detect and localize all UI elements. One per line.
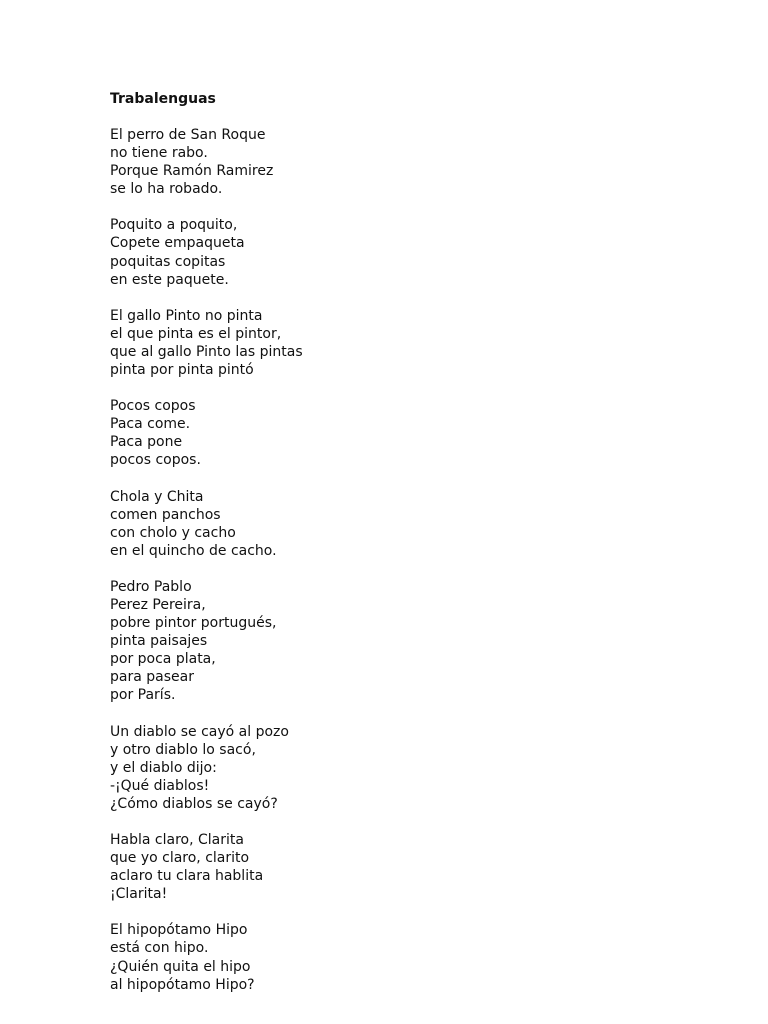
tongue-twister-stanza [110,723,710,813]
document-title: Trabalenguas [110,91,216,107]
stanza-line: poquitas copitas [110,253,226,270]
stanza-line: comen panchos [110,506,221,523]
stanza-line: Porque Ramón Ramirez [110,163,274,180]
stanza-line: Habla claro, Clarita [110,832,244,848]
stanza-line: y otro diablo lo sacó, [110,741,256,758]
stanza-line: en este paquete. [110,271,229,288]
tongue-twister-stanza [110,921,710,993]
stanza-line: ¿Cómo diablos se cayó? [110,795,278,812]
stanza-line: por poca plata, [110,651,216,668]
tongue-twister-stanza [110,578,710,705]
tongue-twister-stanza [110,307,710,379]
stanza-line: Pocos copos [110,398,196,415]
stanza-line: Poquito a poquito, [110,217,238,234]
stanza-line: está con hipo. [110,940,209,957]
stanza-line: pobre pintor portugués, [110,615,277,632]
document-content [110,89,710,1012]
tongue-twister-stanza [110,397,710,469]
stanza-line: que al gallo Pinto las pintas [110,343,303,360]
stanza-line: El hipopótamo Hipo [110,922,248,939]
stanza-line: y el diablo dijo: [110,759,217,776]
stanza-line: al hipopótamo Hipo? [110,976,255,993]
stanza-line: no tiene rabo. [110,145,208,162]
stanza-line: Chola y Chita [110,488,204,505]
stanza-line: con cholo y cacho [110,524,236,541]
tongue-twister-stanza [110,831,710,903]
stanza-line: Paca pone [110,434,183,451]
stanza-line: pinta paisajes [110,633,208,650]
stanza-line: Perez Pereira, [110,596,206,613]
stanza-line: ¿Quién quita el hipo [110,958,251,975]
stanza-line: se lo ha robado. [110,181,223,198]
stanza-line: Paca come. [110,416,191,433]
stanza-line: el que pinta es el pintor, [110,325,282,342]
stanza-line: Un diablo se cayó al pozo [110,723,289,740]
stanza-line: Copete empaqueta [110,235,245,252]
stanza-line: para pasear [110,669,194,686]
stanza-line: pinta por pinta pintó [110,362,254,379]
stanza-line: aclaro tu clara hablita [110,868,264,885]
stanza-line: pocos copos. [110,452,201,469]
stanza-line: ¡Clarita! [110,886,168,903]
stanza-line: El perro de San Roque [110,127,266,143]
stanza-line: por París. [110,687,176,704]
tongue-twister-stanza [110,126,710,198]
poem-list [110,126,710,994]
stanza-line: El gallo Pinto no pinta [110,307,263,324]
stanza-line: -¡Qué diablos! [110,777,210,794]
stanza-line: que yo claro, clarito [110,850,250,867]
tongue-twister-stanza [110,488,710,560]
stanza-line: en el quincho de cacho. [110,542,277,559]
tongue-twister-stanza [110,216,710,288]
stanza-line: Pedro Pablo [110,578,192,595]
